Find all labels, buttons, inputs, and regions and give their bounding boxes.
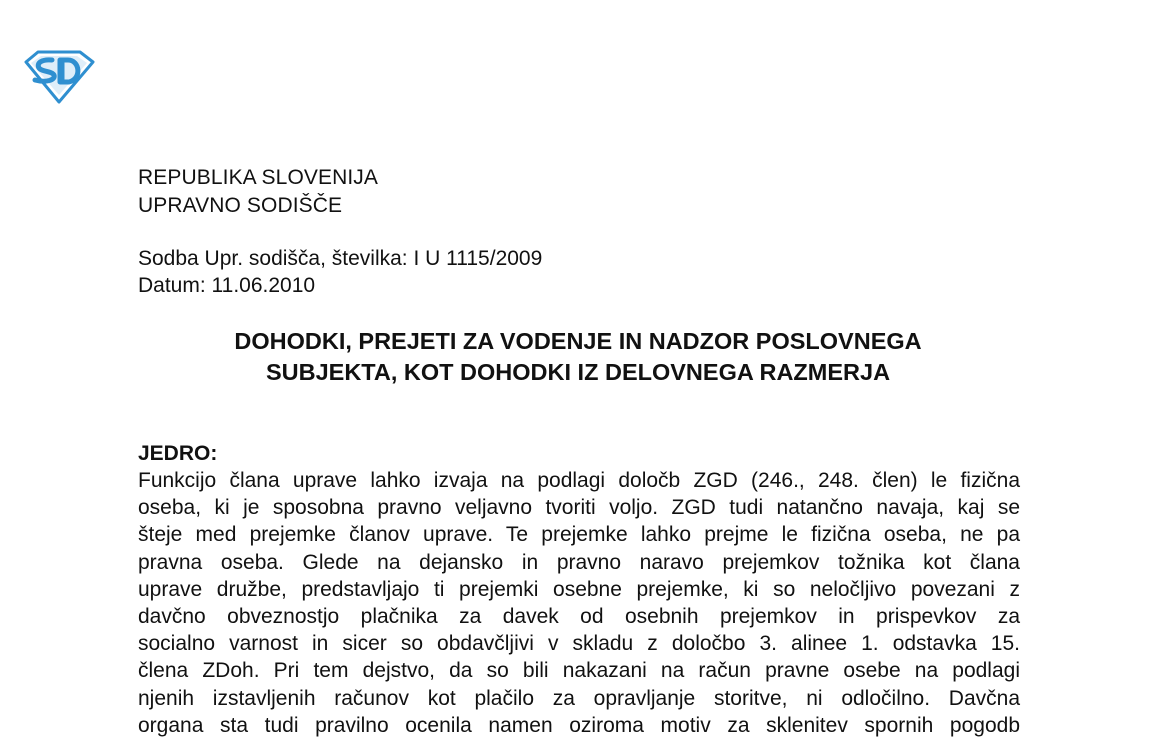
sd-shield-logo-icon — [22, 48, 96, 104]
body-line: njenih izstavljenih računov kot plačilo za opravljanje storitve, ni odločilno. Davčna — [138, 686, 1020, 710]
document-title — [138, 326, 1018, 388]
body-line: oseba, ki je sposobna pravno veljavno tvoriti voljo. ZGD tudi natančno navaja, kaj se — [138, 496, 1020, 520]
body-line: davčno obveznostjo plačnika za davek od osebnih prejemkov in prispevkov za — [138, 605, 1020, 629]
body-line: člena ZDoh. Pri tem dejstvo, da so bili nakazani na račun pravne osebe na podlagi — [138, 659, 1020, 683]
country-name: REPUBLIKA SLOVENIJA — [138, 166, 378, 189]
body-line: Funkcijo člana uprave lahko izvaja na podlagi določb ZGD (246., 248. člen) le fizična — [138, 469, 1020, 492]
court-header — [138, 164, 378, 220]
section-body — [138, 467, 1020, 739]
body-line: pravna oseba. Glede na dejansko in pravno naravo prejemkov tožnika kot člana — [138, 550, 1020, 574]
title-line-1: DOHODKI, PREJETI ZA VODENJE IN NADZOR POSLOVNEGA — [234, 328, 922, 354]
title-line-2: SUBJEKTA, KOT DOHODKI IZ DELOVNEGA RAZMERJA — [265, 359, 891, 385]
case-meta — [138, 245, 542, 299]
case-number: Sodba Upr. sodišča, številka: I U 1115/2009 — [138, 247, 543, 270]
body-line: socialno varnost in sicer so obdavčljivi v skladu z določbo 3. alinee 1. odstavka 15. — [138, 632, 1020, 656]
case-date: Datum: 11.06.2010 — [138, 274, 316, 297]
body-line: šteje med prejemke članov uprave. Te prejemke lahko prejme le fizična oseba, ne pa — [138, 523, 1020, 547]
body-line: organa sta tudi pravilno ocenila namen oziroma motiv za sklenitev spornih pogodb — [138, 713, 1020, 737]
body-line: uprave družbe, predstavljajo ti prejemki osebne prejemke, ki so neločljivo povezani z — [138, 577, 1020, 601]
section-label: JEDRO: — [138, 442, 218, 465]
court-name: UPRAVNO SODIŠČE — [138, 194, 343, 217]
